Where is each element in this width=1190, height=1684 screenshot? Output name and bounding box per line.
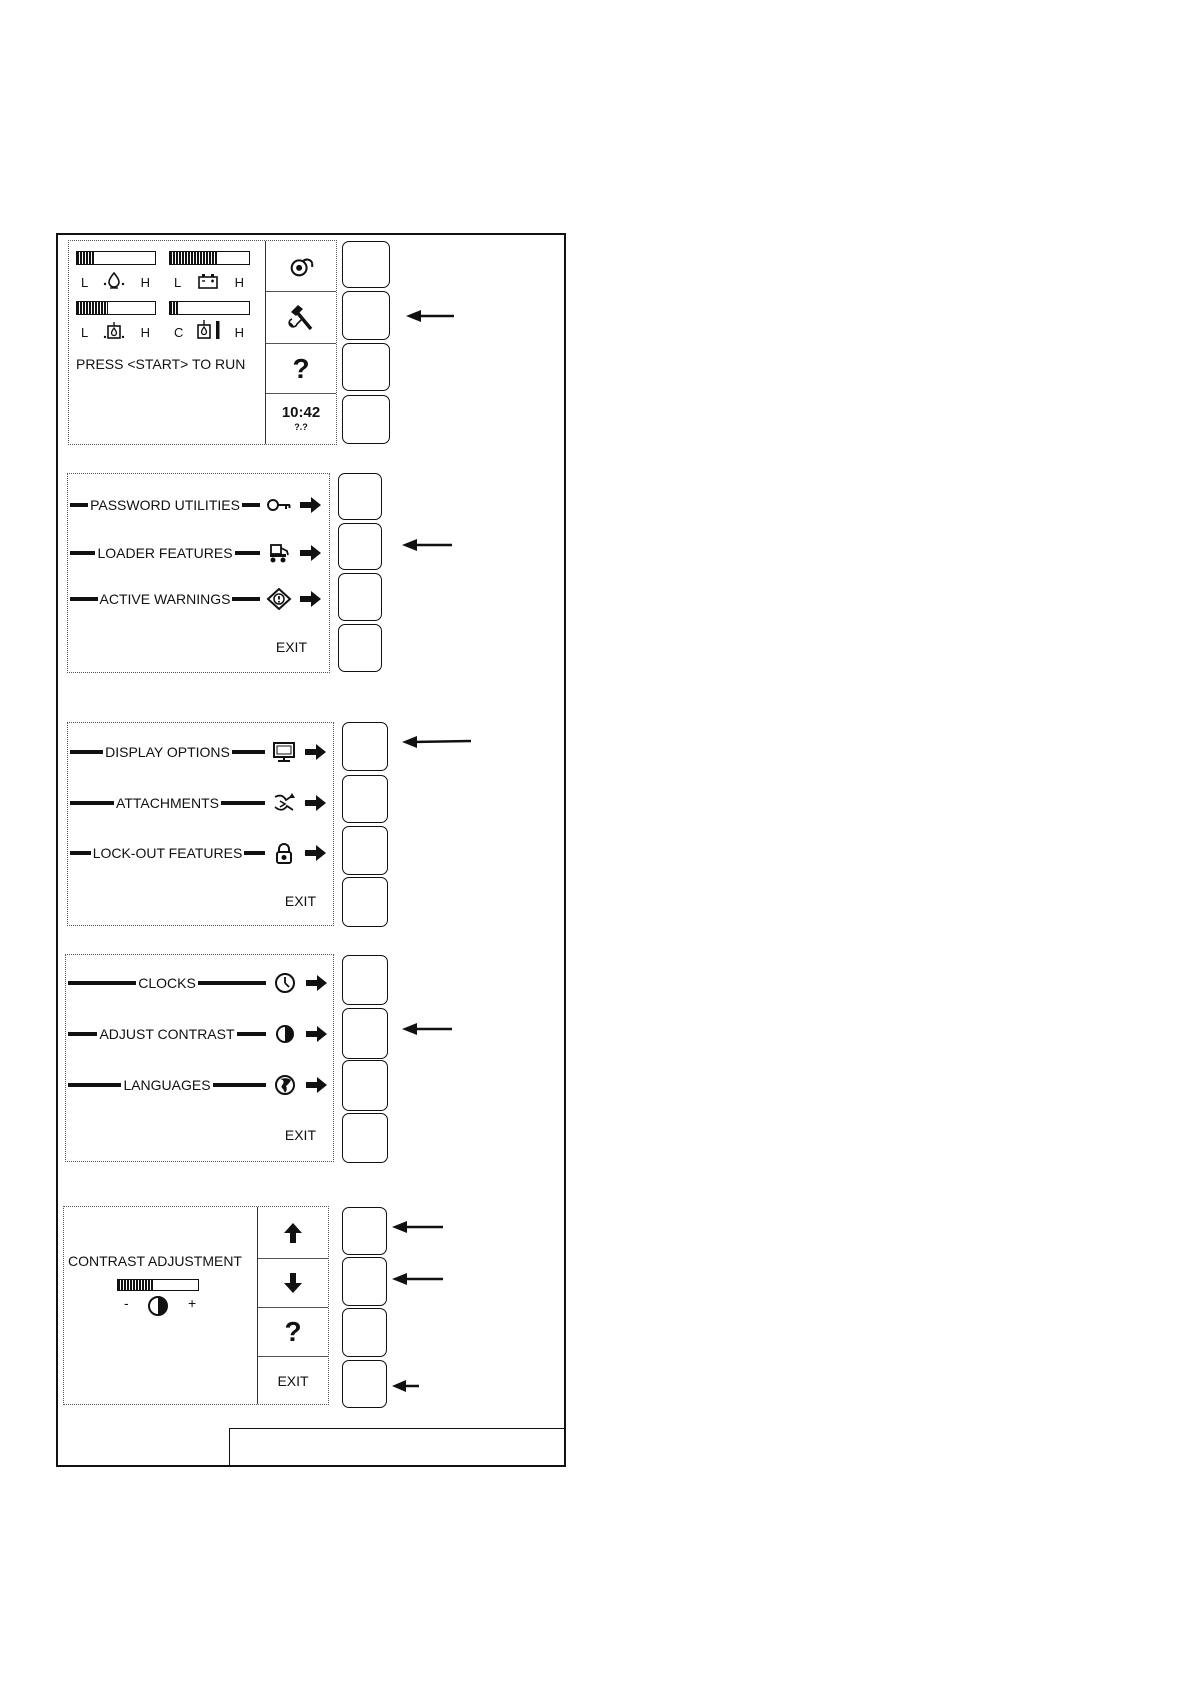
screen5-button-2[interactable] (342, 1257, 387, 1306)
coolant-temp-gauge (169, 301, 250, 315)
screen2-button-1[interactable] (338, 473, 382, 520)
main-screen (68, 240, 337, 445)
pointer-arrow (402, 537, 452, 553)
tools-icon (286, 303, 316, 333)
right-arrow-icon (300, 544, 322, 562)
menu-item-label: LOADER FEATURES (97, 545, 233, 561)
row-line (68, 981, 136, 985)
right-arrow-icon (300, 590, 322, 608)
gauge-fill (77, 252, 94, 264)
screen3-button-2[interactable] (342, 775, 388, 823)
plus-label: + (188, 1295, 197, 1311)
screen2-button-2[interactable] (338, 523, 382, 570)
menu-row-loader-features (70, 542, 322, 564)
softkey-cell (258, 1356, 328, 1404)
gauge-low-label: L (81, 325, 89, 340)
menu-item-label: DISPLAY OPTIONS (105, 744, 230, 760)
pointer-arrow (402, 734, 471, 750)
screen3-button-3[interactable] (342, 826, 388, 875)
minus-label: - (124, 1295, 129, 1311)
screen3-button-1[interactable] (342, 722, 388, 771)
pointer-arrow (392, 1378, 419, 1394)
screen1-button-4[interactable] (342, 395, 390, 444)
row-line (70, 851, 91, 855)
row-line (70, 597, 98, 601)
gauge-high-label: H (234, 275, 244, 290)
menu-row-adjust-contrast (68, 1023, 328, 1045)
screen1-button-2[interactable] (342, 291, 390, 340)
menu-item-label: ACTIVE WARNINGS (99, 591, 231, 607)
clock-time: 10:42 (281, 404, 321, 422)
menu-item-label: LOCK-OUT FEATURES (92, 845, 243, 861)
gauge-high-label: H (140, 325, 150, 340)
clock-sub: ?.? (294, 421, 308, 432)
lock-icon (287, 252, 315, 280)
row-line (68, 1032, 97, 1036)
contrast-level-fill (118, 1280, 154, 1290)
screen2-button-3[interactable] (338, 573, 382, 621)
pointer-arrow (402, 1021, 452, 1037)
exit-label: EXIT (277, 1372, 309, 1389)
menu-row-attachments (70, 792, 327, 814)
row-line (70, 801, 114, 805)
gauge-labels (169, 318, 250, 340)
softkey-cell (266, 343, 336, 393)
softkey-cell (266, 393, 336, 444)
right-arrow-icon (306, 974, 328, 992)
exit-label: EXIT (284, 893, 316, 909)
help-label: ? (292, 352, 310, 384)
monitor-icon (271, 741, 297, 763)
row-line (70, 551, 95, 555)
row-line (70, 503, 88, 507)
battery-icon (197, 270, 219, 290)
row-line (68, 1083, 121, 1087)
right-arrow-icon (306, 1076, 328, 1094)
fuel-icon (103, 320, 125, 340)
pointer-arrow (406, 308, 454, 324)
gauge-low-label: L (174, 275, 182, 290)
key-icon (266, 494, 292, 516)
screen-title: CONTRAST ADJUSTMENT (68, 1253, 242, 1269)
globe-icon (272, 1074, 298, 1096)
padlock-icon (271, 842, 297, 864)
row-line (232, 750, 265, 754)
menu-item-label: PASSWORD UTILITIES (90, 497, 240, 513)
contrast-adjustment-screen (63, 1206, 329, 1405)
right-arrow-icon (305, 743, 327, 761)
row-line (213, 1083, 266, 1087)
row-line (232, 597, 260, 601)
softkey-labels (257, 1207, 328, 1404)
right-arrow-icon (305, 844, 327, 862)
gauge-fill (77, 302, 108, 314)
right-arrow-icon (300, 496, 322, 514)
screen5-button-4[interactable] (342, 1360, 387, 1408)
menu-row-active-warnings (70, 588, 322, 610)
row-line (198, 981, 266, 985)
fuel-gauge (76, 301, 156, 315)
contrast-level-bar (117, 1279, 199, 1291)
softkey-cell (258, 1307, 328, 1356)
main-menu-screen (67, 473, 330, 673)
caption-box (229, 1428, 566, 1467)
right-arrow-icon (305, 794, 327, 812)
screen4-button-2[interactable] (342, 1008, 388, 1059)
screen2-button-4[interactable] (338, 624, 382, 672)
row-line (70, 750, 103, 754)
gauge-high-label: H (140, 275, 150, 290)
pointer-arrow (392, 1271, 443, 1287)
contrast-icon (272, 1023, 298, 1045)
clock-icon (272, 972, 298, 994)
menu-row-clocks (68, 972, 328, 994)
softkey-cell (258, 1207, 328, 1258)
screen1-button-1[interactable] (342, 241, 390, 288)
gauge-labels (76, 268, 156, 290)
contrast-icon (147, 1295, 169, 1317)
row-line (237, 1032, 266, 1036)
screen5-button-3[interactable] (342, 1308, 387, 1357)
menu-row-display-options (70, 741, 327, 763)
row-line (244, 851, 265, 855)
softkey-labels (265, 241, 336, 444)
menu-row-languages (68, 1074, 328, 1096)
row-line (235, 551, 260, 555)
softkey-cell (258, 1258, 328, 1307)
attachment-icon (271, 792, 297, 814)
warning-icon (266, 588, 292, 610)
screen4-button-1[interactable] (342, 955, 388, 1005)
help-label: ? (284, 1316, 302, 1347)
menu-row-password-utilities (70, 494, 322, 516)
menu-row-lock-out-features (70, 842, 327, 864)
row-line (242, 503, 260, 507)
screen4-button-4[interactable] (342, 1113, 388, 1163)
right-arrow-icon (306, 1025, 328, 1043)
oil-pressure-gauge (76, 251, 156, 265)
pointer-arrow (392, 1219, 443, 1235)
oil-pressure-icon (103, 270, 125, 290)
softkey-cell (266, 291, 336, 343)
gauge-labels (76, 318, 156, 340)
exit-label: EXIT (275, 639, 307, 655)
menu-item-label: LANGUAGES (123, 1077, 211, 1093)
softkey-cell (266, 241, 336, 291)
down-arrow-icon (282, 1272, 304, 1294)
menu-item-label: CLOCKS (138, 975, 196, 991)
screen3-button-4[interactable] (342, 877, 388, 927)
coolant-temp-icon (194, 318, 224, 340)
gauge-fill (170, 252, 217, 264)
exit-label: EXIT (284, 1127, 316, 1143)
gauge-low-label: L (81, 275, 89, 290)
loader-icon (266, 542, 292, 564)
menu-item-label: ADJUST CONTRAST (99, 1026, 235, 1042)
gauge-low-label: C (174, 325, 184, 340)
display-options-screen (65, 954, 334, 1162)
row-line (221, 801, 265, 805)
screen1-button-3[interactable] (342, 343, 390, 391)
gauge-fill (170, 302, 179, 314)
screen4-button-3[interactable] (342, 1060, 388, 1111)
loader-features-screen (67, 722, 334, 926)
menu-item-label: ATTACHMENTS (116, 795, 219, 811)
screen5-button-1[interactable] (342, 1207, 387, 1255)
start-prompt: PRESS <START> TO RUN (76, 356, 246, 372)
gauge-high-label: H (234, 325, 244, 340)
up-arrow-icon (282, 1222, 304, 1244)
battery-gauge (169, 251, 250, 265)
gauge-labels (169, 268, 250, 290)
